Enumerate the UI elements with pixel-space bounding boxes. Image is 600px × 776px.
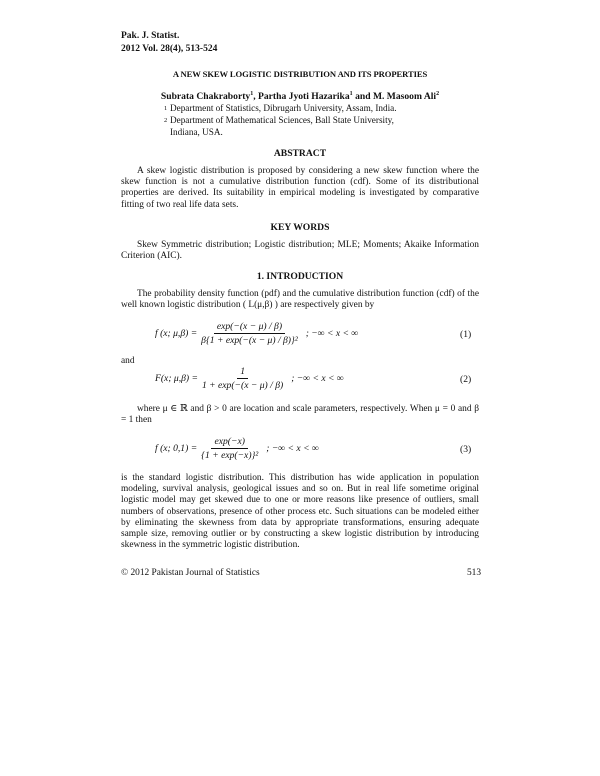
author-separator: , — [253, 91, 258, 103]
equation-3-numerator: exp(−x) — [211, 436, 247, 449]
abstract-heading: ABSTRACT — [273, 148, 327, 159]
author-1: Subrata Chakraborty — [160, 91, 251, 103]
abstract-text: A skew logistic distribution is proposed by considering a new skew function where the skew function is not a cumulative distribution function (cdf). Some of its distributional properties are derived. Its suitability in empirical modeling is investigated by comparative fitting of two real life data sets. — [121, 166, 479, 210]
paper-title: A NEW SKEW LOGISTIC DISTRIBUTION AND ITS PROPERTIES — [172, 69, 428, 79]
affiliation-1 — [164, 103, 470, 115]
author-2: Partha Jyoti Hazarika — [258, 91, 350, 103]
equation-2-label: (2) — [460, 374, 472, 385]
author-separator: and — [352, 91, 373, 103]
author-2-affil: 1 — [349, 91, 353, 97]
equation-1-label: (1) — [460, 329, 472, 340]
equation-1-numerator: exp(−(x − μ) / β) — [214, 321, 285, 334]
author-line — [120, 91, 480, 102]
equation-2-fraction — [202, 366, 283, 391]
and-text: and — [121, 356, 135, 366]
affiliation-1-text: Department of Statistics, Dibrugarh University, Assam, India. — [170, 103, 397, 113]
keywords-heading: KEY WORDS — [270, 222, 330, 233]
affiliation-2 — [164, 115, 410, 138]
equation-2-domain: ; −∞ < x < ∞ — [291, 373, 344, 384]
page-footer — [121, 568, 481, 578]
equation-1-domain: ; −∞ < x < ∞ — [305, 328, 359, 339]
intro-paragraph-1: The probability density function (pdf) and the cumulative distribution function (cdf) of the well known logistic distribution ( L(μ,β) ) are respectively given by — [121, 289, 479, 311]
author-3: M. Masoom Ali — [372, 91, 437, 103]
equation-1 — [155, 321, 358, 346]
affiliation-2-number: 2 — [164, 117, 168, 124]
equation-2 — [155, 366, 344, 391]
journal-name: Pak. J. Statist. — [121, 31, 180, 41]
affiliation-2-text: Department of Mathematical Sciences, Ball State University, Indiana, USA. — [170, 115, 394, 137]
intro-paragraph-3: is the standard logistic distribution. This distribution has wide application in population modeling, survival analysis, geological issues and so on. But in real life sometime original logistic model may get skewed due to one or more reasons like presence of outliers, small numbers of observations, presence of other process etc. Such situations can be modeled either by eliminating the skewness from data by appropriate transformations, ensuring adequate sample size, removing outlier or by constructing a skew logistic distribution by introducing skewness in the symmetric logistic distribution. — [121, 473, 479, 551]
copyright-text: © 2012 Pakistan Journal of Statistics — [121, 568, 260, 578]
equation-2-numerator: 1 — [237, 366, 248, 379]
equation-1-lhs: f (x; μ,β) = — [155, 328, 198, 339]
equation-1-denominator: β{1 + exp(−(x − μ) / β)}² — [201, 335, 298, 346]
author-1-affil: 1 — [250, 91, 254, 97]
equation-3 — [155, 436, 319, 461]
keywords-text: Skew Symmetric distribution; Logistic distribution; MLE; Moments; Akaike Information Criterion (AIC). — [121, 240, 479, 262]
journal-header — [121, 30, 217, 56]
page-number: 513 — [466, 568, 481, 578]
equation-1-fraction — [201, 321, 298, 346]
introduction-heading: 1. INTRODUCTION — [256, 271, 344, 282]
equation-3-fraction — [201, 436, 258, 461]
equation-3-lhs: f (x; 0,1) = — [155, 443, 198, 454]
affiliation-1-number: 1 — [164, 105, 168, 112]
equation-2-denominator: 1 + exp(−(x − μ) / β) — [201, 380, 284, 391]
author-3-affil: 2 — [436, 91, 440, 97]
journal-volume: 2012 Vol. 28(4), 513-524 — [121, 44, 218, 54]
equation-3-denominator: {1 + exp(−x)}² — [201, 450, 259, 461]
equation-3-domain: ; −∞ < x < ∞ — [266, 443, 319, 454]
equation-3-label: (3) — [460, 444, 472, 455]
equation-2-lhs: F(x; μ,β) = — [155, 373, 198, 384]
intro-paragraph-2: where μ ∈ ℝ and β > 0 are location and scale parameters, respectively. When μ = 0 and β = 1 then — [121, 404, 479, 426]
